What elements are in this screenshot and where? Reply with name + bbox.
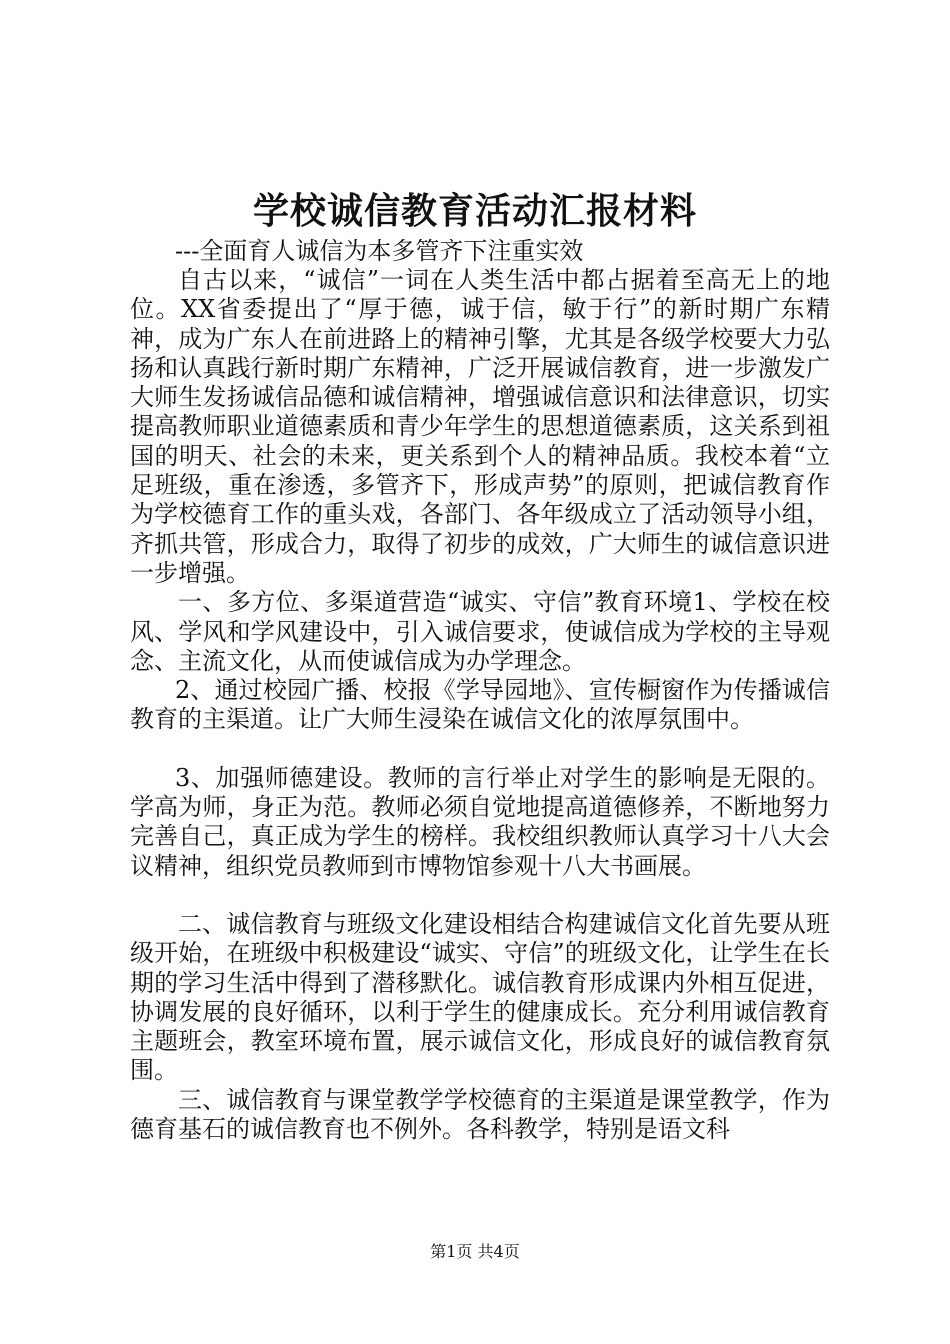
page-number: 第1页 共4页 [430,1242,520,1261]
paragraph-item-three: 3、加强师德建设。教师的言行举止对学生的影响是无限的。学高为师，身正为范。教师必须自觉地提高道德修养，不断地努力完善自己，真正成为学生的榜样。我校组织教师认真学习十八大会议精神，组织党员教师到市博物馆参观十八大书画展。 [130,763,830,880]
paragraph-section-two: 二、诚信教育与班级文化建设相结合构建诚信文化首先要从班级开始，在班级中积极建设“诚实、守信”的班级文化，让学生在长期的学习生活中得到了潜移默化。诚信教育形成课内外相互促进，协调发展的良好循环，以利于学生的健康成长。充分利用诚信教育主题班会，教室环境布置，展示诚信文化，形成良好的诚信教育氛围。 [130,909,830,1085]
document-body [130,266,830,1144]
document-subtitle: ---全面育人诚信为本多管齐下注重实效 [175,237,584,265]
paragraph-section-one: 一、多方位、多渠道营造“诚实、守信”教育环境1、学校在校风、学风和学风建设中，引入诚信要求，使诚信成为学校的主导观念、主流文化，从而使诚信成为办学理念。 [130,588,830,675]
paragraph-section-three: 三、诚信教育与课堂教学学校德育的主渠道是课堂教学，作为德育基石的诚信教育也不例外。各科教学，特别是语文科 [130,1085,830,1144]
document-title: 学校诚信教育活动汇报材料 [252,190,697,232]
paragraph-spacer [130,881,830,910]
paragraph-intro: 自古以来，“诚信”一词在人类生活中都占据着至高无上的地位。XX省委提出了“厚于德，诚于信，敏于行”的新时期广东精神，成为广东人在前进路上的精神引擎，尤其是各级学校要大力弘扬和认真践行新时期广东精神，广泛开展诚信教育，进一步激发广大师生发扬诚信品德和诚信精神，增强诚信意识和法律意识，切实提高教师职业道德素质和青少年学生的思想道德素质，这关系到祖国的明天、社会的未来，更关系到个人的精神品质。我校本着“立足班级，重在渗透，多管齐下，形成声势”的原则，把诚信教育作为学校德育工作的重头戏，各部门、各年级成立了活动领导小组，齐抓共管，形成合力，取得了初步的成效，广大师生的诚信意识进一步增强。 [130,266,830,587]
paragraph-spacer [130,735,830,764]
paragraph-item-two: 2、通过校园广播、校报《学导园地》、宣传橱窗作为传播诚信教育的主渠道。让广大师生浸染在诚信文化的浓厚氛围中。 [130,676,830,734]
